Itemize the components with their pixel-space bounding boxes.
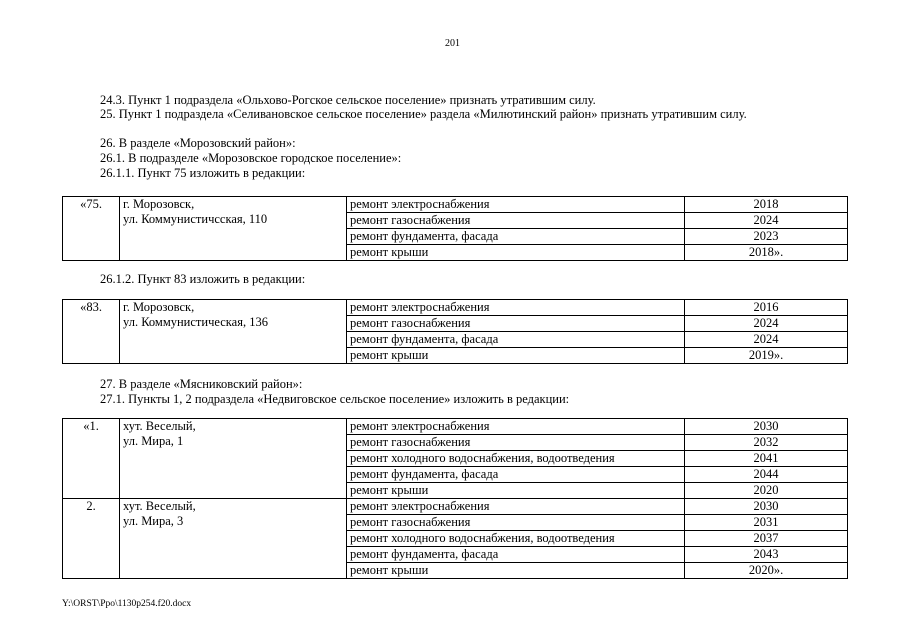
item-address: г. Морозовск, ул. Коммунистическая, 136	[120, 300, 347, 364]
work-type: ремонт электроснабжения	[347, 300, 685, 316]
work-type: ремонт газоснабжения	[347, 213, 685, 229]
work-type: ремонт газоснабжения	[347, 316, 685, 332]
table-item-75	[62, 196, 848, 261]
work-year: 2019».	[685, 348, 848, 364]
paragraph-26-1-1: 26.1.1. Пункт 75 изложить в редакции:	[100, 166, 306, 180]
item-number: «75.	[63, 197, 120, 261]
work-year: 2018	[685, 197, 848, 213]
work-type: ремонт газоснабжения	[347, 515, 685, 531]
work-type: ремонт холодного водоснабжения, водоотведения	[347, 531, 685, 547]
table-row	[63, 499, 848, 515]
table-row	[63, 300, 848, 316]
paragraph-27: 27. В разделе «Мясниковский район»:	[100, 377, 303, 391]
item-address: г. Морозовск, ул. Коммунистичсская, 110	[120, 197, 347, 261]
work-year: 2020».	[685, 563, 848, 579]
work-type: ремонт фундамента, фасада	[347, 229, 685, 245]
work-year: 2032	[685, 435, 848, 451]
page-number: 201	[445, 38, 460, 49]
paragraph-25: 25. Пункт 1 подраздела «Селивановское сельское поселение» раздела «Милютинский район» признать утратившим силу.	[100, 107, 747, 121]
item-number: «83.	[63, 300, 120, 364]
work-year: 2023	[685, 229, 848, 245]
work-year: 2031	[685, 515, 848, 531]
paragraph-26-1: 26.1. В подразделе «Морозовское городское поселение»:	[100, 151, 402, 165]
work-type: ремонт холодного водоснабжения, водоотведения	[347, 451, 685, 467]
item-number: «1.	[63, 419, 120, 499]
work-type: ремонт электроснабжения	[347, 419, 685, 435]
work-year: 2024	[685, 213, 848, 229]
work-type: ремонт фундамента, фасада	[347, 332, 685, 348]
paragraph-26: 26. В разделе «Морозовский район»:	[100, 136, 296, 150]
paragraph-24-3: 24.3. Пункт 1 подраздела «Ольхово-Рогское сельское поселение» признать утратившим силу.	[100, 93, 596, 107]
paragraph-26-1-2: 26.1.2. Пункт 83 изложить в редакции:	[100, 272, 306, 286]
table-items-1-2	[62, 418, 848, 579]
work-year: 2024	[685, 332, 848, 348]
work-year: 2030	[685, 419, 848, 435]
item-address: хут. Веселый, ул. Мира, 1	[120, 419, 347, 499]
work-type: ремонт электроснабжения	[347, 499, 685, 515]
table-row	[63, 419, 848, 435]
table-row	[63, 197, 848, 213]
work-year: 2043	[685, 547, 848, 563]
table-item-83	[62, 299, 848, 364]
item-number: 2.	[63, 499, 120, 579]
work-type: ремонт крыши	[347, 563, 685, 579]
work-type: ремонт фундамента, фасада	[347, 467, 685, 483]
work-year: 2037	[685, 531, 848, 547]
work-year: 2041	[685, 451, 848, 467]
work-year: 2030	[685, 499, 848, 515]
paragraph-27-1: 27.1. Пункты 1, 2 подраздела «Недвиговское сельское поселение» изложить в редакции:	[100, 392, 570, 406]
item-address: хут. Веселый, ул. Мира, 3	[120, 499, 347, 579]
work-year: 2020	[685, 483, 848, 499]
work-year: 2016	[685, 300, 848, 316]
work-type: ремонт электроснабжения	[347, 197, 685, 213]
work-year: 2024	[685, 316, 848, 332]
work-year: 2044	[685, 467, 848, 483]
work-type: ремонт крыши	[347, 483, 685, 499]
work-year: 2018».	[685, 245, 848, 261]
work-type: ремонт газоснабжения	[347, 435, 685, 451]
file-path-footer: Y:\ORST\Ppo\1130p254.f20.docx	[62, 599, 192, 609]
work-type: ремонт фундамента, фасада	[347, 547, 685, 563]
work-type: ремонт крыши	[347, 348, 685, 364]
work-type: ремонт крыши	[347, 245, 685, 261]
